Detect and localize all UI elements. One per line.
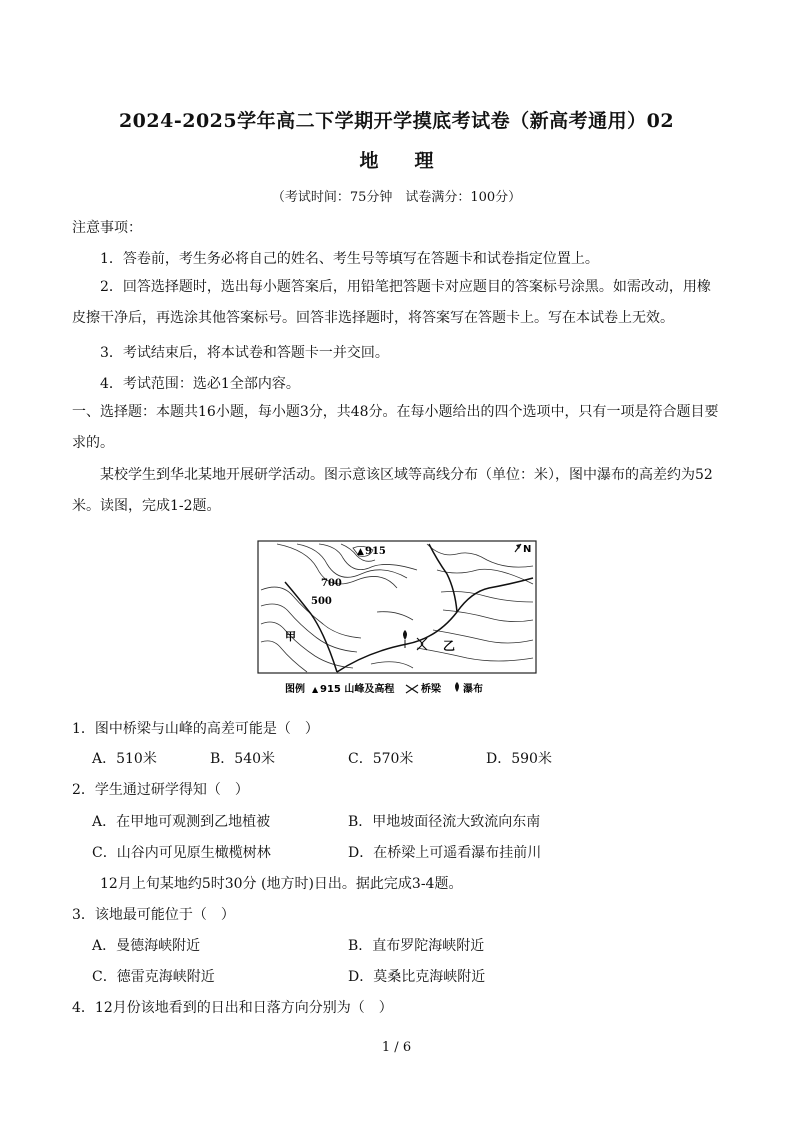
q1-option-a: A．510米 [92, 751, 157, 767]
legend-waterfall-label: 瀑布 [463, 684, 483, 695]
q3-option-d: D．莫桑比克海峡附近 [348, 969, 486, 985]
q1-option-b: B．540米 [210, 751, 276, 767]
contour-map-figure [257, 540, 537, 698]
q3-option-c: C．德雷克海峡附近 [92, 969, 215, 985]
contour-500-label: 500 [311, 596, 332, 607]
peak-elevation-label: 915 [365, 546, 386, 557]
north-label: N [523, 544, 532, 555]
place-yi-label: 乙 [443, 639, 456, 653]
peak-marker: ▲ [357, 547, 364, 557]
q3-stem: 3．该地最可能位于（ ） [72, 907, 235, 923]
q1-option-d: D．590米 [486, 751, 552, 767]
subject-title [0, 146, 793, 173]
legend-bridge-icon [406, 685, 418, 693]
q1-option-c: C．570米 [348, 751, 414, 767]
q2-option-d: D．在桥梁上可遥看瀑布挂前川 [348, 845, 542, 861]
passage-1: 某校学生到华北某地开展研学活动。图示意该区域等高线分布（单位：米），图中瀑布的高差约为52米。读图，完成1-2题。 [72, 467, 713, 514]
q3-option-b: B．直布罗陀海峡附近 [348, 938, 485, 954]
exam-title: 2024-2025学年高二下学期开学摸底考试卷（新高考通用）02 [118, 110, 675, 132]
legend-title: 图例 [285, 684, 305, 695]
q1-stem: 1．图中桥梁与山峰的高差可能是（ ） [72, 721, 319, 737]
page-number: 1 / 6 [381, 1040, 412, 1055]
q2-stem: 2．学生通过研学得知（ ） [72, 782, 249, 798]
legend-peak-label: 915 山峰及高程 [320, 684, 395, 695]
section-heading: 一、选择题：本题共16小题，每小题3分，共48分。在每小题给出的四个选项中，只有一项是符合题目要求的。 [72, 404, 719, 451]
contour-map [257, 540, 537, 698]
map-legend [285, 682, 483, 695]
exam-meta: （考试时间：75分钟 试卷满分：100分） [271, 190, 522, 205]
q2-option-b: B．甲地坡面径流大致流向东南 [348, 814, 541, 830]
note-item-1: 1．答卷前，考生务必将自己的姓名、考生号等填写在答题卡和试卷指定位置上。 [100, 251, 599, 267]
legend-waterfall-icon [455, 682, 459, 692]
q2-option-a: A．在甲地可观测到乙地植被 [92, 814, 271, 830]
q4-stem: 4．12月份该地看到的日出和日落方向分别为（ ） [72, 1000, 393, 1016]
place-jia-label: 甲 [285, 630, 296, 643]
subject-char-1: 地 [359, 150, 379, 172]
contour-700-label: 700 [321, 578, 342, 589]
legend-bridge-label: 桥梁 [421, 684, 441, 695]
passage-2: 12月上旬某地约5时30分 (地方时)日出。据此完成3-4题。 [100, 876, 463, 892]
note-item-2: 2．回答选择题时，选出每小题答案后，用铅笔把答题卡对应题目的答案标号涂黑。如需改动，用橡皮擦干净后，再选涂其他答案标号。回答非选择题时，将答案写在答题卡上。写在本试卷上无效。 [72, 279, 711, 326]
notes-heading: 注意事项： [72, 220, 142, 236]
q2-option-c: C．山谷内可见原生橄榄树林 [92, 845, 271, 861]
note-item-4: 4．考试范围：选必1全部内容。 [100, 376, 300, 392]
q3-option-a: A．曼德海峡附近 [92, 938, 201, 954]
subject-char-2: 理 [414, 150, 434, 172]
legend-peak-icon: ▲ [312, 685, 319, 694]
note-item-3: 3．考试结束后，将本试卷和答题卡一并交回。 [100, 345, 389, 361]
